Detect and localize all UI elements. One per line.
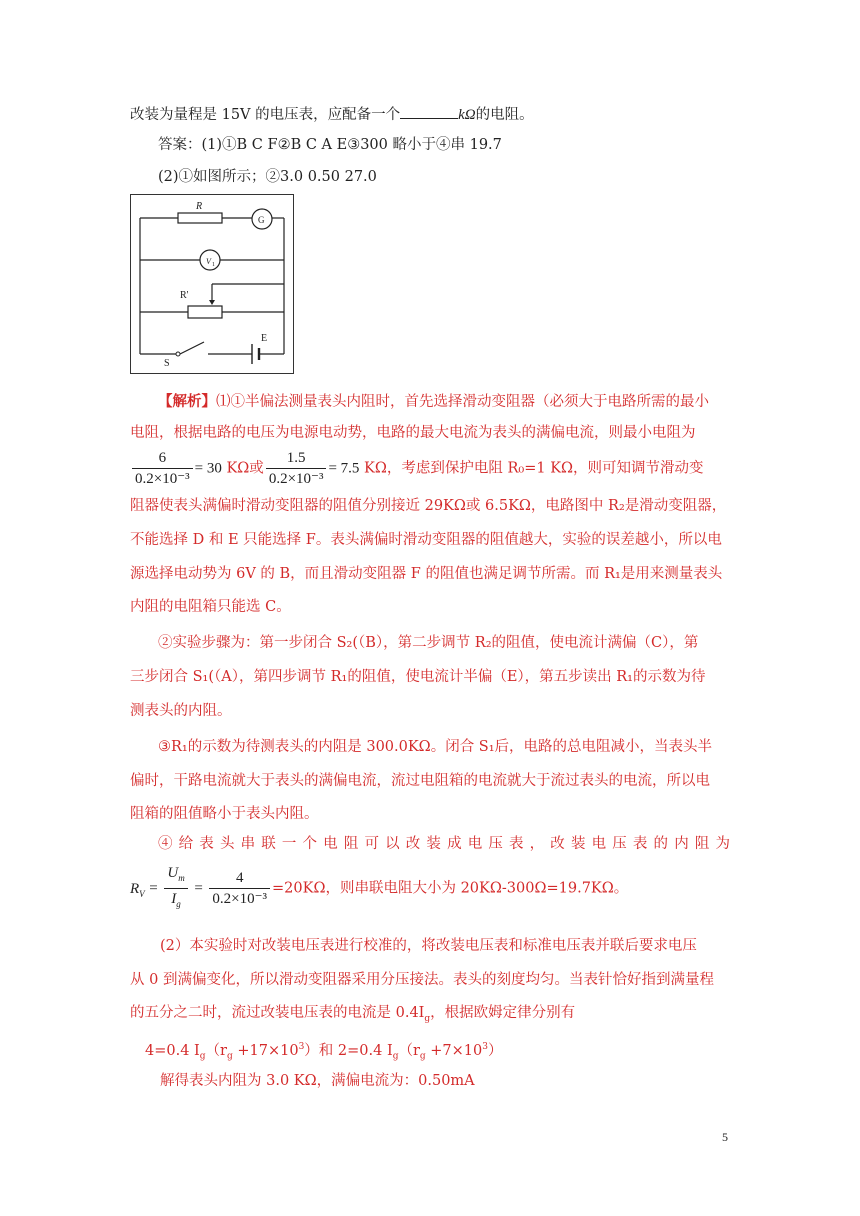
eq-part-e: （r <box>398 1042 420 1059</box>
analysis-p1-line4: 阻器使表头满偏时滑动变阻器的阻值分别接近 29KΩ或 6.5KΩ，电路图中 R₂是滑动变阻器， <box>130 498 727 514</box>
analysis-p5-line2: 从 0 到满偏变化，所以滑动变阻器采用分压接法。表头的刻度均匀。当表针恰好指到满量程 <box>130 972 714 988</box>
analysis-p1-line2: 电阻，根据电路的电压为电源电动势，电路的最大电流为表头的满偏电流，则最小电阻为 <box>130 425 696 441</box>
fraction-1-den: 0.2×10⁻³ <box>135 471 190 487</box>
p5-tail: ，根据欧姆定律分别有 <box>430 1005 576 1021</box>
page-number: 5 <box>722 1130 728 1144</box>
eq-sub-4: g <box>419 1051 426 1062</box>
fraction-2 <box>266 448 327 489</box>
eq-part-d: ）和 2=0.4 I <box>304 1042 393 1059</box>
analysis-p1-text1: ⑴①半偏法测量表头内阻时，首先选择滑动变阻器（必须大于电路所需的最小 <box>216 394 709 410</box>
analysis-p1-line6: 源选择电动势为 6V 的 B，而且滑动变阻器 F 的阻值也满足调节所需。而 R₁是用来测量表头 <box>130 566 723 582</box>
label-rprime: R' <box>180 290 189 301</box>
rv-equals-1: = <box>149 880 158 897</box>
eq-sup-1: 3 <box>298 1042 305 1052</box>
rv-symbol-sub: V <box>139 888 145 899</box>
fraction-1-num: 6 <box>132 448 193 469</box>
fraction-3 <box>209 868 270 909</box>
eq-part-g: ） <box>487 1042 503 1059</box>
answer-line-1: 答案：(1)①B C F②B C A E③300 略小于④串 19.7 <box>158 137 502 153</box>
answer-line-2: (2)①如图所示；②3.0 0.50 27.0 <box>158 169 377 185</box>
analysis-p5-line1: (2）本实验时对改装电压表进行校准的，将改装电压表和标准电压表并联后要求电压 <box>160 938 697 954</box>
analysis-equation-line <box>145 1037 502 1067</box>
label-r: R <box>196 201 203 212</box>
eq-sub-1: g <box>199 1051 206 1062</box>
fraction-2-result: = 7.5 <box>328 460 360 477</box>
fraction-2-den: 0.2×10⁻³ <box>268 471 324 487</box>
rv-symbol-r: R <box>130 880 140 897</box>
analysis-formula-rv <box>130 863 628 914</box>
analysis-p3-line3: 阻箱的阻值略小于表头内阻。 <box>130 806 319 822</box>
label-s: S <box>164 358 170 369</box>
analysis-p3-line2: 偏时，干路电流就大于表头的满偏电流，流过电阻箱的电流就大于流过表头的电流，所以电 <box>130 773 710 789</box>
analysis-p5-line3 <box>130 1003 575 1029</box>
fraction-2-num: 1.5 <box>266 448 327 469</box>
fraction-um-ig <box>164 863 187 914</box>
eq-sup-2: 3 <box>482 1042 488 1052</box>
fraction-ig-i: I <box>171 891 177 907</box>
analysis-p4-line1: ④ 给 表 头 串 联 一 个 电 阻 可 以 改 装 成 电 压 表 ， 改 装 电 压 表 的 内 阻 为 <box>158 836 730 852</box>
eq-part-f: +7×10 <box>425 1042 483 1059</box>
fraction-3-den: 0.2×10⁻³ <box>212 891 268 907</box>
analysis-p1-line7: 内阻的电阻箱只能选 C。 <box>130 599 291 615</box>
analysis-p2-line2: 三步闭合 S₁(（A），第四步调节 R₁的阻值，使电流计半偏（E），第五步读出 R₁的示数为待 <box>130 669 706 685</box>
label-v-sub: 1 <box>212 262 215 268</box>
fraction-3-num: 4 <box>209 868 270 889</box>
fraction-2-tail: KΩ，考虑到保护电阻 R₀=1 KΩ，则可知调节滑动变 <box>364 460 704 477</box>
eq-sub-3: g <box>392 1051 399 1062</box>
question-text-b: 的电阻。 <box>475 107 534 123</box>
analysis-p3-line1: ③R₁的示数为待测表头的内阻是 300.0KΩ。闭合 S₁后，电路的总电阻减小，当表头半 <box>158 739 713 755</box>
eq-part-a: 4=0.4 I <box>145 1042 200 1059</box>
label-v: V <box>206 257 211 266</box>
question-line <box>130 104 534 125</box>
rv-symbol <box>130 881 145 897</box>
rv-equals-2: = <box>194 880 203 897</box>
fraction-3-tail: =20KΩ，则串联电阻大小为 20KΩ-300Ω=19.7KΩ。 <box>272 880 629 897</box>
unit-kohm: kΩ <box>458 107 476 123</box>
analysis-result: 解得表头内阻为 3.0 KΩ，满偏电流为：0.50mA <box>160 1073 475 1089</box>
fraction-ig-sub: g <box>176 899 181 909</box>
label-e: E <box>261 333 268 344</box>
fraction-ig <box>164 889 187 914</box>
circuit-diagram <box>130 194 294 374</box>
label-g: G <box>258 215 265 225</box>
fraction-1-unit: KΩ或 <box>226 460 264 477</box>
p5-sub: g <box>424 1013 431 1024</box>
analysis-p1-line5: 不能选择 D 和 E 只能选择 F。表头满偏时滑动变阻器的阻值越大，实验的误差越小，所以电 <box>130 532 722 548</box>
fraction-um-sub: m <box>178 873 185 883</box>
analysis-tag: 【解析】 <box>158 393 216 410</box>
analysis-p2-line1: ②实验步骤为：第一步闭合 S₂(（B），第二步调节 R₂的阻值，使电流计满偏（C），第 <box>158 635 699 651</box>
fraction-1 <box>132 448 193 489</box>
question-text-a: 改装为量程是 15V 的电压表，应配备一个 <box>130 107 401 123</box>
eq-sub-2: g <box>226 1051 233 1062</box>
analysis-p1-line1 <box>158 392 709 412</box>
eq-part-b: （r <box>205 1042 227 1059</box>
fraction-1-result: = 30 <box>194 460 222 477</box>
p5-text: 的五分之二时，流过改装电压表的电流是 0.4I <box>130 1005 425 1021</box>
fraction-um <box>164 863 187 889</box>
answer-blank <box>400 104 458 119</box>
eq-part-c: +17×10 <box>232 1042 299 1059</box>
fraction-um-u: U <box>167 865 179 881</box>
analysis-p2-line3: 测表头的内阻。 <box>130 703 232 719</box>
analysis-formula-line <box>130 448 704 489</box>
